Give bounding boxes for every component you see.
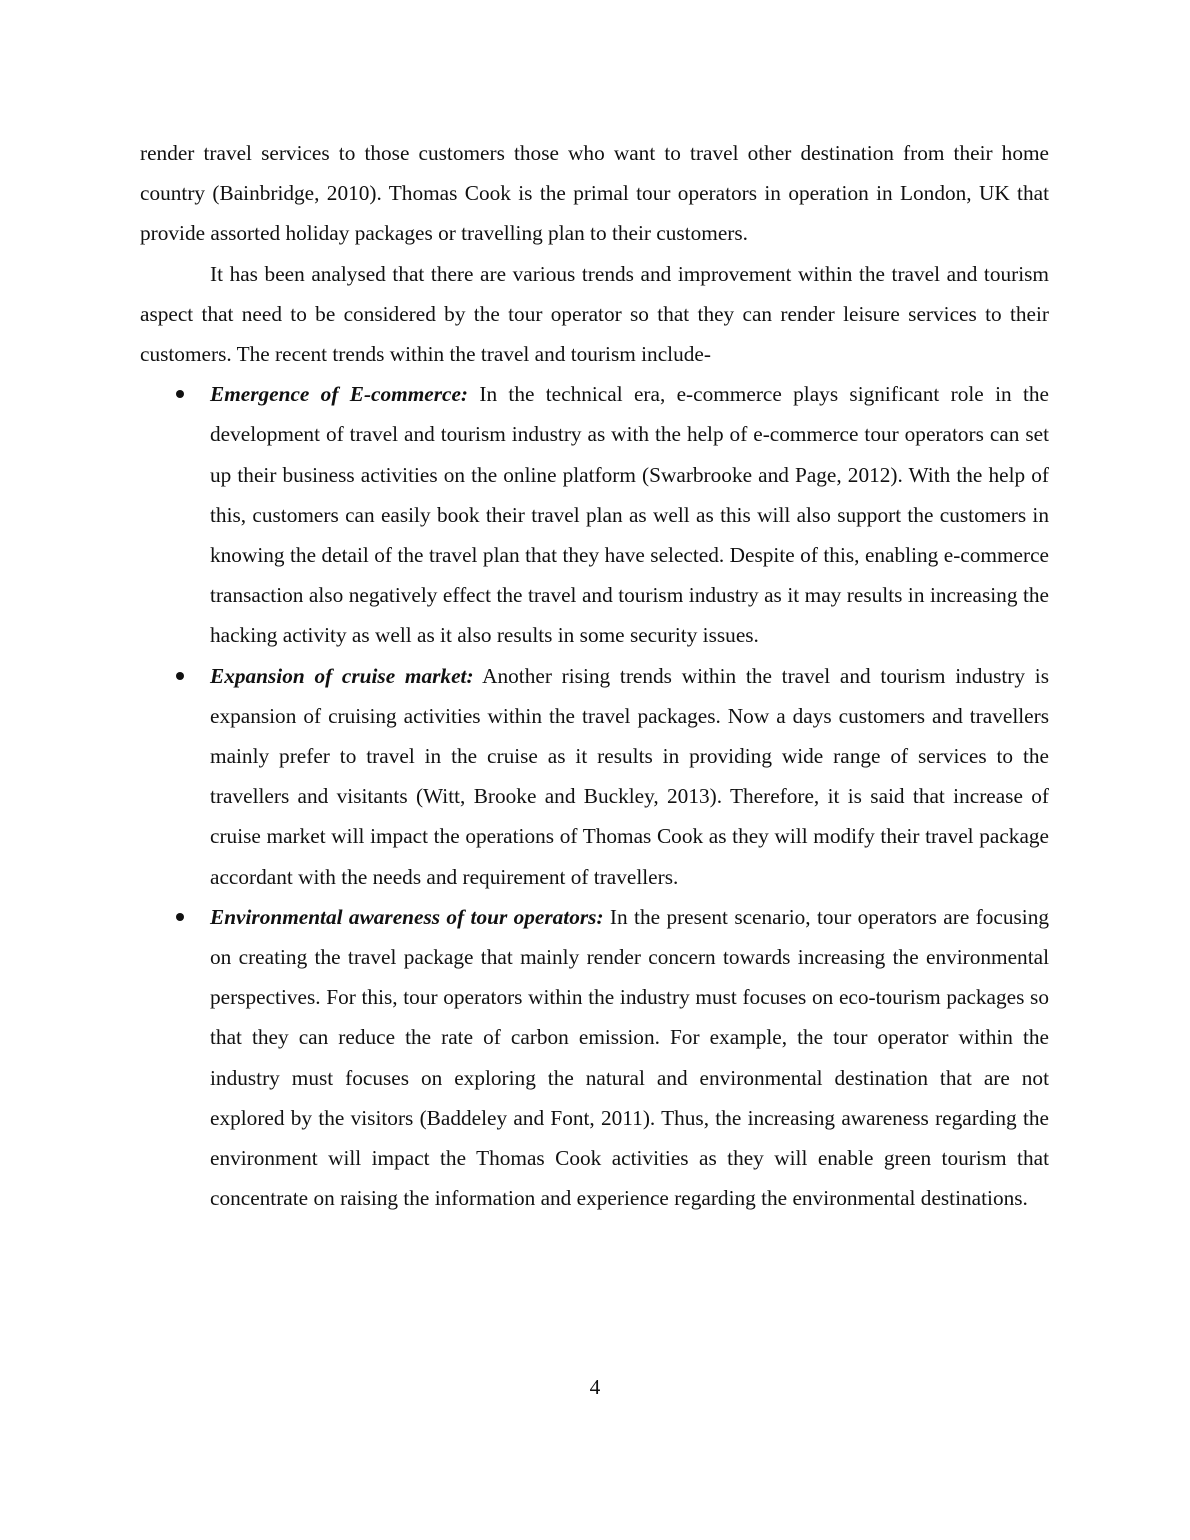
list-item: [140, 897, 1049, 1219]
bullet-icon: [176, 672, 184, 680]
bullet-icon: [176, 390, 184, 398]
trends-list: [140, 374, 1049, 1218]
list-item: [140, 374, 1049, 655]
bullet-text: Another rising trends within the travel and tourism industry is expansion of cruising activities within the travel packages. Now a days customers and travellers mainly prefer to travel in the cruise as it results in providing wide range of services to the travellers and visitants (Witt, Brooke and Buckley, 2013). Therefore, it is said that increase of cruise market will impact the operations of Thomas Cook as they will modify their travel package accordant with the needs and requirement of travellers.: [210, 663, 1049, 889]
bullet-text: In the technical era, e-commerce plays significant role in the development of travel and tourism industry as with the help of e-commerce tour operators can set up their business activities on the online platform (Swarbrooke and Page, 2012). With the help of this, customers can easily book their travel plan as well as this will also support the customers in knowing the detail of the travel plan that they have selected. Despite of this, enabling e-commerce transaction also negatively effect the travel and tourism industry as it may results in increasing the hacking activity as well as it also results in some security issues.: [210, 382, 1049, 648]
list-item: [140, 656, 1049, 897]
bullet-term: Emergence of E-commerce:: [210, 382, 469, 407]
bullet-term: Expansion of cruise market:: [210, 663, 474, 688]
paragraph-continuation: render travel services to those customers those who want to travel other destination from their home country (Bainbridge, 2010). Thomas Cook is the primal tour operators in operation in London, UK that provide assorted holiday packages or travelling plan to their customers.: [140, 141, 1049, 246]
bullet-icon: [176, 913, 184, 921]
bullet-text: In the present scenario, tour operators are focusing on creating the travel package that mainly render concern towards increasing the environmental perspectives. For this, tour operators within the industry must focuses on eco-tourism packages so that they can reduce the rate of carbon emission. For example, the tour operator within the industry must focuses on exploring the natural and environmental destination that are not explored by the visitors (Baddeley and Font, 2011). Thus, the increasing awareness regarding the environment will impact the Thomas Cook activities as they will enable green tourism that concentrate on raising the information and experience regarding the environmental destinations.: [210, 904, 1049, 1211]
paragraph-trends-intro: It has been analysed that there are various trends and improvement within the travel and tourism aspect that need to be considered by the tour operator so that they can render leisure services to their customers. The recent trends within the travel and tourism include-: [140, 261, 1049, 367]
page-number: 4: [589, 1375, 601, 1399]
bullet-term: Environmental awareness of tour operators:: [210, 904, 604, 929]
document-body: [140, 133, 1049, 1218]
